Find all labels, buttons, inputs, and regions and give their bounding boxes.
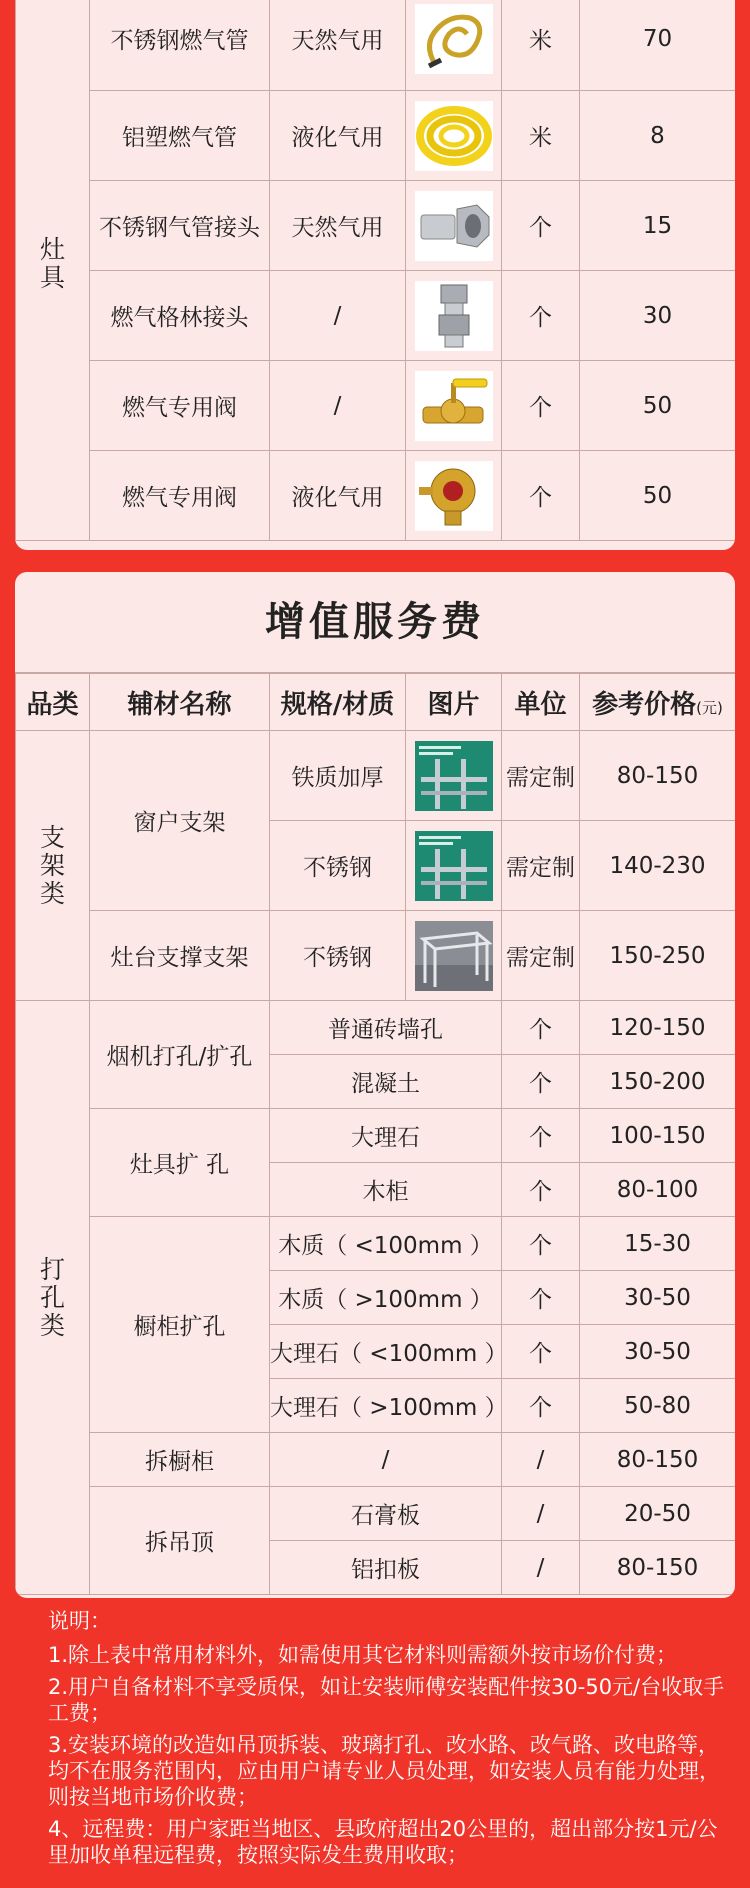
- item-spec: 普通砖墙孔: [270, 1001, 502, 1055]
- service-fee-table: [15, 673, 735, 1595]
- item-name: 拆吊顶: [90, 1487, 270, 1595]
- header-image: 图片: [406, 674, 502, 731]
- item-price: 80-150: [580, 1433, 736, 1487]
- item-spec: 铁质加厚: [270, 731, 406, 821]
- item-spec: 木柜: [270, 1163, 502, 1217]
- item-price: 140-230: [580, 821, 736, 911]
- item-unit: 个: [502, 1055, 580, 1109]
- note-item: 4、远程费：用户家距当地区、县政府超出20公里的，超出部分按1元/公里加收单程远程费，按照实际发生费用收取；: [48, 1817, 718, 1867]
- table-row: [16, 271, 736, 361]
- header-spec: 规格/材质: [270, 674, 406, 731]
- note-item: 1.除上表中常用材料外，如需使用其它材料则需额外按市场价付费；: [48, 1643, 678, 1667]
- item-price: 15-30: [580, 1217, 736, 1271]
- table-row: [16, 1109, 736, 1163]
- item-name: 橱柜扩孔: [90, 1217, 270, 1433]
- item-price: 80-150: [580, 731, 736, 821]
- header-name: 辅材名称: [90, 674, 270, 731]
- item-unit: 个: [502, 361, 580, 451]
- item-unit: 需定制: [502, 731, 580, 821]
- item-spec: 大理石（ >100mm ）: [270, 1379, 502, 1433]
- item-price: 15: [580, 181, 736, 271]
- table-header-row: [16, 674, 736, 731]
- gas-parts-table: [15, 0, 735, 541]
- item-unit: 个: [502, 1379, 580, 1433]
- stove-stand-image: [406, 911, 502, 1001]
- item-spec: /: [270, 361, 406, 451]
- category-cell: 支架类: [16, 731, 90, 1001]
- item-price: 30-50: [580, 1325, 736, 1379]
- item-spec: 石膏板: [270, 1487, 502, 1541]
- item-spec: /: [270, 271, 406, 361]
- item-price: 150-200: [580, 1055, 736, 1109]
- service-fee-card: [15, 572, 735, 1598]
- item-name: 拆橱柜: [90, 1433, 270, 1487]
- note-item: 3.安装环境的改造如吊顶拆装、玻璃打孔、改水路、改气路、改电路等，均不在服务范围内，应由用户请专业人员处理，如安装人员有能力处理，则按当地市场价收费；: [48, 1733, 720, 1809]
- item-name: 燃气专用阀: [90, 451, 270, 541]
- item-price: 100-150: [580, 1109, 736, 1163]
- pipe-connector-image: [406, 181, 502, 271]
- item-price: 8: [580, 91, 736, 181]
- table-row: [16, 911, 736, 1001]
- item-unit: 个: [502, 1109, 580, 1163]
- item-price: 30-50: [580, 1271, 736, 1325]
- item-spec: 不锈钢: [270, 911, 406, 1001]
- bracket-diagram-image: [406, 821, 502, 911]
- item-unit: 个: [502, 1271, 580, 1325]
- stainless-gas-hose-image: [406, 0, 502, 91]
- table-row: [16, 1433, 736, 1487]
- item-spec: 铝扣板: [270, 1541, 502, 1595]
- item-price: 150-250: [580, 911, 736, 1001]
- item-spec: 大理石（ <100mm ）: [270, 1325, 502, 1379]
- item-unit: /: [502, 1487, 580, 1541]
- table-row: [16, 181, 736, 271]
- table-row: [16, 451, 736, 541]
- item-unit: 个: [502, 1163, 580, 1217]
- table-row: [16, 1001, 736, 1055]
- item-name: 灶具扩 孔: [90, 1109, 270, 1217]
- item-unit: 个: [502, 1325, 580, 1379]
- item-price: 50-80: [580, 1379, 736, 1433]
- yellow-gas-pipe-image: [406, 91, 502, 181]
- item-name: 不锈钢气管接头: [90, 181, 270, 271]
- item-spec: 天然气用: [270, 181, 406, 271]
- item-name: 燃气格林接头: [90, 271, 270, 361]
- table-row: [16, 91, 736, 181]
- category-cell: 打孔类: [16, 1001, 90, 1595]
- item-unit: 个: [502, 181, 580, 271]
- item-spec: 天然气用: [270, 0, 406, 91]
- item-price: 80-100: [580, 1163, 736, 1217]
- brass-valve-image: [406, 361, 502, 451]
- item-unit: 个: [502, 1001, 580, 1055]
- gas-parts-card: [15, 0, 735, 550]
- item-spec: 液化气用: [270, 451, 406, 541]
- notes-section: [48, 1608, 728, 1874]
- item-price: 120-150: [580, 1001, 736, 1055]
- gas-fitting-image: [406, 271, 502, 361]
- item-price: 30: [580, 271, 736, 361]
- table-row: [16, 0, 736, 91]
- item-spec: 木质（ <100mm ）: [270, 1217, 502, 1271]
- item-name: 灶台支撑支架: [90, 911, 270, 1001]
- item-spec: 混凝土: [270, 1055, 502, 1109]
- header-price: 参考价格(元): [580, 674, 736, 731]
- item-price: 50: [580, 361, 736, 451]
- header-category: 品类: [16, 674, 90, 731]
- table-row: [16, 361, 736, 451]
- item-name: 铝塑燃气管: [90, 91, 270, 181]
- item-spec: 木质（ >100mm ）: [270, 1271, 502, 1325]
- item-price: 80-150: [580, 1541, 736, 1595]
- item-unit: 需定制: [502, 821, 580, 911]
- item-spec: /: [270, 1433, 502, 1487]
- item-spec: 不锈钢: [270, 821, 406, 911]
- item-unit: 个: [502, 271, 580, 361]
- table-row: [16, 731, 736, 821]
- pressure-regulator-image: [406, 451, 502, 541]
- item-price: 50: [580, 451, 736, 541]
- item-spec: 液化气用: [270, 91, 406, 181]
- item-name: 窗户支架: [90, 731, 270, 911]
- table-row: [16, 1487, 736, 1541]
- item-price: 70: [580, 0, 736, 91]
- bracket-diagram-image: [406, 731, 502, 821]
- item-spec: 大理石: [270, 1109, 502, 1163]
- item-unit: 个: [502, 451, 580, 541]
- item-name: 不锈钢燃气管: [90, 0, 270, 91]
- header-unit: 单位: [502, 674, 580, 731]
- item-price: 20-50: [580, 1487, 736, 1541]
- item-unit: 米: [502, 0, 580, 91]
- item-unit: 需定制: [502, 911, 580, 1001]
- item-unit: /: [502, 1541, 580, 1595]
- item-unit: /: [502, 1433, 580, 1487]
- table-row: [16, 1217, 736, 1271]
- notes-label: 说明：: [48, 1609, 111, 1633]
- item-name: 烟机打孔/扩孔: [90, 1001, 270, 1109]
- item-unit: 米: [502, 91, 580, 181]
- item-name: 燃气专用阀: [90, 361, 270, 451]
- category-cell: 灶具: [16, 0, 90, 541]
- item-unit: 个: [502, 1217, 580, 1271]
- note-item: 2.用户自备材料不享受质保，如让安装师傅安装配件按30-50元/台收取手工费；: [48, 1675, 725, 1725]
- section-title: 增值服务费: [15, 572, 735, 673]
